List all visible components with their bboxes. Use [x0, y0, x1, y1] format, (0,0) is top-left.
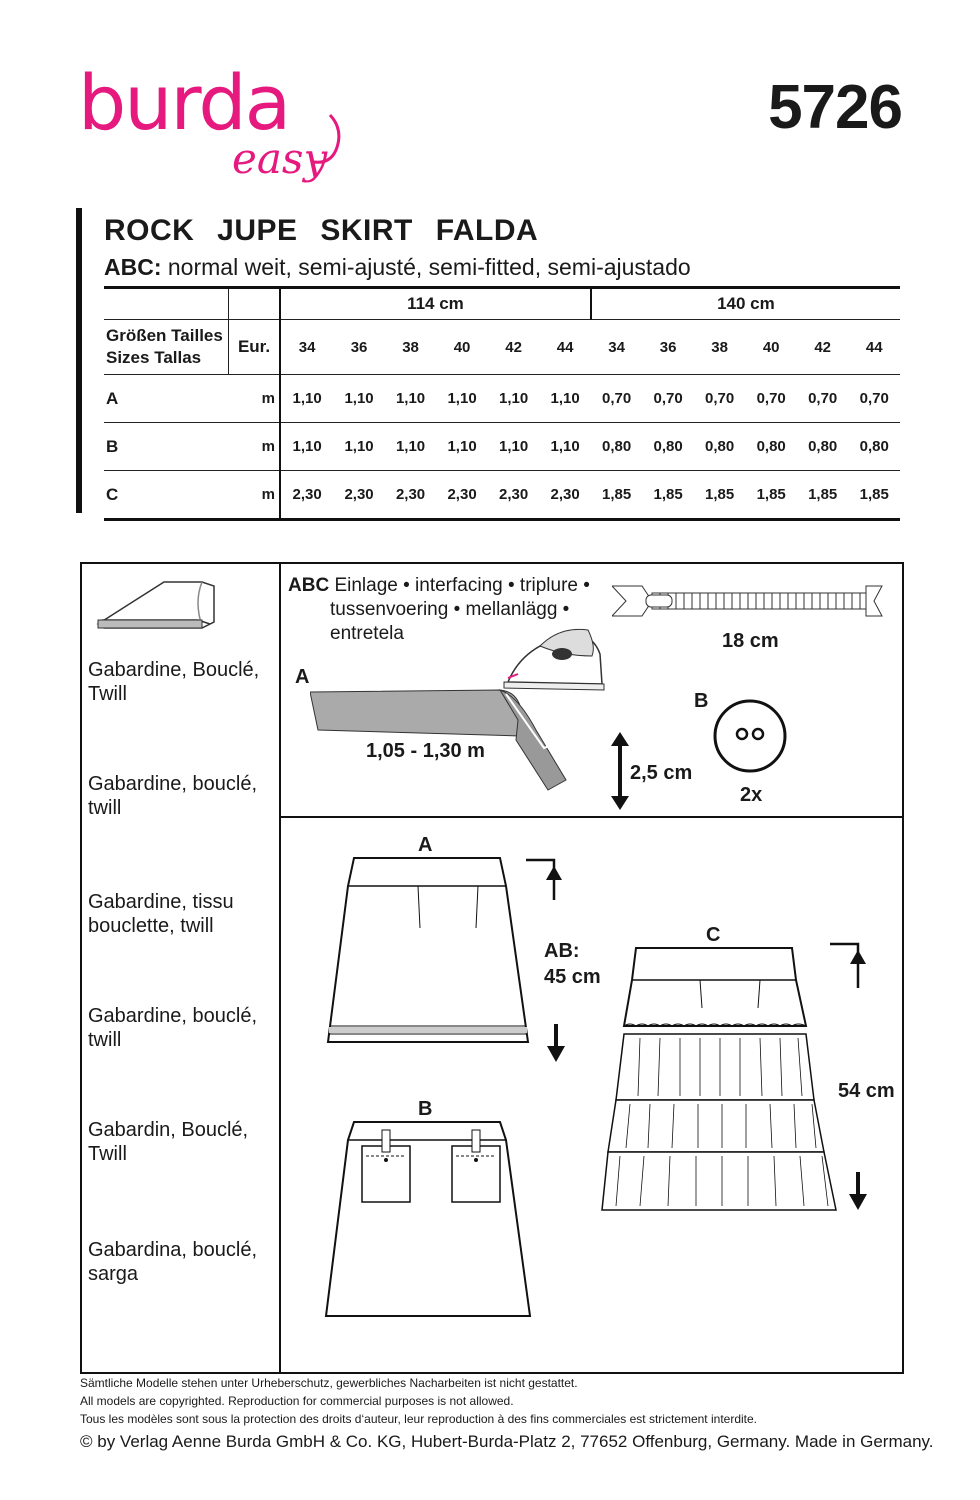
tape-view-label: A [295, 666, 310, 688]
skirt-a-drawing [318, 856, 540, 1056]
size-cell: 44 [539, 320, 591, 375]
fabric-nl: Gabardine, bouclé, twill [88, 1005, 258, 1051]
yardage-cell: 1,85 [694, 471, 746, 520]
button-icon [710, 696, 790, 776]
yardage-cell: 1,10 [488, 423, 540, 471]
yardage-cell: 1,85 [591, 471, 643, 520]
size-cell: 38 [385, 320, 437, 375]
tape-length: 1,05 - 1,30 m [366, 740, 485, 762]
yardage-cell: 0,70 [745, 375, 797, 423]
yardage-cell: 0,70 [848, 375, 900, 423]
yardage-cell: 0,70 [642, 375, 694, 423]
size-cell: 36 [333, 320, 385, 375]
yardage-cell: 2,30 [436, 471, 488, 520]
length-top-arrow-icon [828, 940, 872, 990]
yardage-cell: 1,10 [488, 375, 540, 423]
yardage-cell: 1,10 [280, 423, 333, 471]
skirt-c-drawing [600, 946, 840, 1214]
tape-width-arrow-icon [608, 730, 632, 812]
yardage-cell: 1,85 [642, 471, 694, 520]
width-header-114: 114 cm [280, 288, 591, 320]
size-cell: 36 [642, 320, 694, 375]
yardage-cell: 0,70 [694, 375, 746, 423]
yardage-cell: 1,10 [436, 375, 488, 423]
yardage-cell: 0,80 [591, 423, 643, 471]
yardage-cell: 0,80 [848, 423, 900, 471]
size-cell: 44 [848, 320, 900, 375]
size-cell: 34 [591, 320, 643, 375]
copyright-notice: © by Verlag Aenne Burda GmbH & Co. KG, Hubert-Burda-Platz 2, 77652 Offenburg, Germany. Made in Germany. [80, 1432, 934, 1451]
copyright-de: Sämtliche Modelle stehen unter Urheberschutz, gewerbliches Nacharbeiten ist nicht gestattet. [80, 1376, 578, 1390]
yardage-cell: 2,30 [385, 471, 437, 520]
yardage-cell: 2,30 [280, 471, 333, 520]
fabric-fr: Gabardine, tissu bouclette, twill [88, 891, 234, 937]
yardage-cell: 1,10 [539, 423, 591, 471]
fabric-roll-icon [94, 576, 224, 636]
yardage-cell: 1,85 [797, 471, 849, 520]
yardage-cell: 0,80 [797, 423, 849, 471]
page-title: ROCK JUPE SKIRT FALDA [104, 214, 539, 247]
width-header-140: 140 cm [591, 288, 900, 320]
yardage-cell: 2,30 [539, 471, 591, 520]
yardage-cell: 1,10 [436, 423, 488, 471]
copyright-fr: Tous les modèles sont sous la protection des droits d‘auteur, leur reproduction à des fins commerciales est strictement interdite. [80, 1412, 757, 1426]
yardage-cell: 2,30 [333, 471, 385, 520]
yardage-cell: 0,80 [642, 423, 694, 471]
unit-label: m [229, 375, 281, 423]
view-b-label: B [418, 1098, 433, 1120]
button-count: 2x [740, 784, 763, 806]
yardage-cell: 1,10 [333, 423, 385, 471]
yardage-cell: 0,80 [694, 423, 746, 471]
yardage-cell: 0,70 [797, 375, 849, 423]
yardage-cell: 1,10 [539, 375, 591, 423]
fabric-de: Gabardine, Bouclé, Twill [88, 659, 260, 705]
view-label: A [104, 375, 229, 423]
fabric-en: Gabardine, bouclé, twill [88, 773, 258, 819]
size-cell: 40 [436, 320, 488, 375]
view-label: C [104, 471, 229, 520]
fit-description [104, 254, 691, 281]
unit-label: m [229, 423, 281, 471]
tape-width: 2,5 cm [630, 762, 693, 784]
button-view-label: B [694, 690, 709, 712]
yardage-cell: 1,85 [745, 471, 797, 520]
yardage-cell: 1,10 [385, 375, 437, 423]
fabric-es: Gabardina, bouclé, sarga [88, 1239, 258, 1285]
zipper-icon [612, 580, 892, 622]
yardage-cell: 0,70 [591, 375, 643, 423]
pattern-number: 5726 [768, 73, 902, 142]
size-cell: 40 [745, 320, 797, 375]
yardage-cell: 1,10 [385, 423, 437, 471]
yardage-cell: 1,10 [280, 375, 333, 423]
size-cell: 38 [694, 320, 746, 375]
view-a-label: A [418, 834, 433, 856]
unit-label: m [229, 471, 281, 520]
logo-swash-icon [300, 110, 360, 170]
size-cell: 42 [797, 320, 849, 375]
size-cell: 42 [488, 320, 540, 375]
c-length: 54 cm [838, 1080, 895, 1102]
brand-sub: easy [232, 134, 328, 183]
size-label: Größen Tailles Sizes Tallas [104, 320, 229, 375]
divider [279, 816, 902, 818]
eur-label: Eur. [229, 320, 281, 375]
divider [279, 562, 281, 1372]
copyright-en: All models are copyrighted. Reproduction for commercial purposes is not allowed. [80, 1394, 514, 1408]
brand-logo: burda [78, 58, 290, 147]
view-c-label: C [706, 924, 721, 946]
fit-prefix: ABC: [104, 254, 162, 280]
iron-icon [500, 616, 610, 694]
yardage-cell: 1,85 [848, 471, 900, 520]
yardage-cell: 0,80 [745, 423, 797, 471]
yardage-cell: 2,30 [488, 471, 540, 520]
fit-text: normal weit, semi-ajusté, semi-fitted, semi-ajustado [167, 254, 691, 280]
ab-length: AB: 45 cm [544, 940, 601, 988]
skirt-b-drawing [318, 1120, 540, 1322]
zipper-length: 18 cm [722, 630, 779, 652]
length-bottom-arrow-icon [544, 1024, 568, 1064]
view-label: B [104, 423, 229, 471]
yardage-cell: 1,10 [333, 375, 385, 423]
fabric-sv: Gabardin, Bouclé, Twill [88, 1119, 249, 1165]
interfacing-text: ABC Einlage • interfacing • triplure • tussenvoering • mellanlägg • entretela [288, 575, 590, 644]
length-bottom-arrow-icon [846, 1172, 870, 1212]
length-top-arrow-icon [524, 856, 568, 906]
title-bar [76, 208, 82, 513]
size-table [104, 286, 900, 521]
size-cell: 34 [280, 320, 333, 375]
